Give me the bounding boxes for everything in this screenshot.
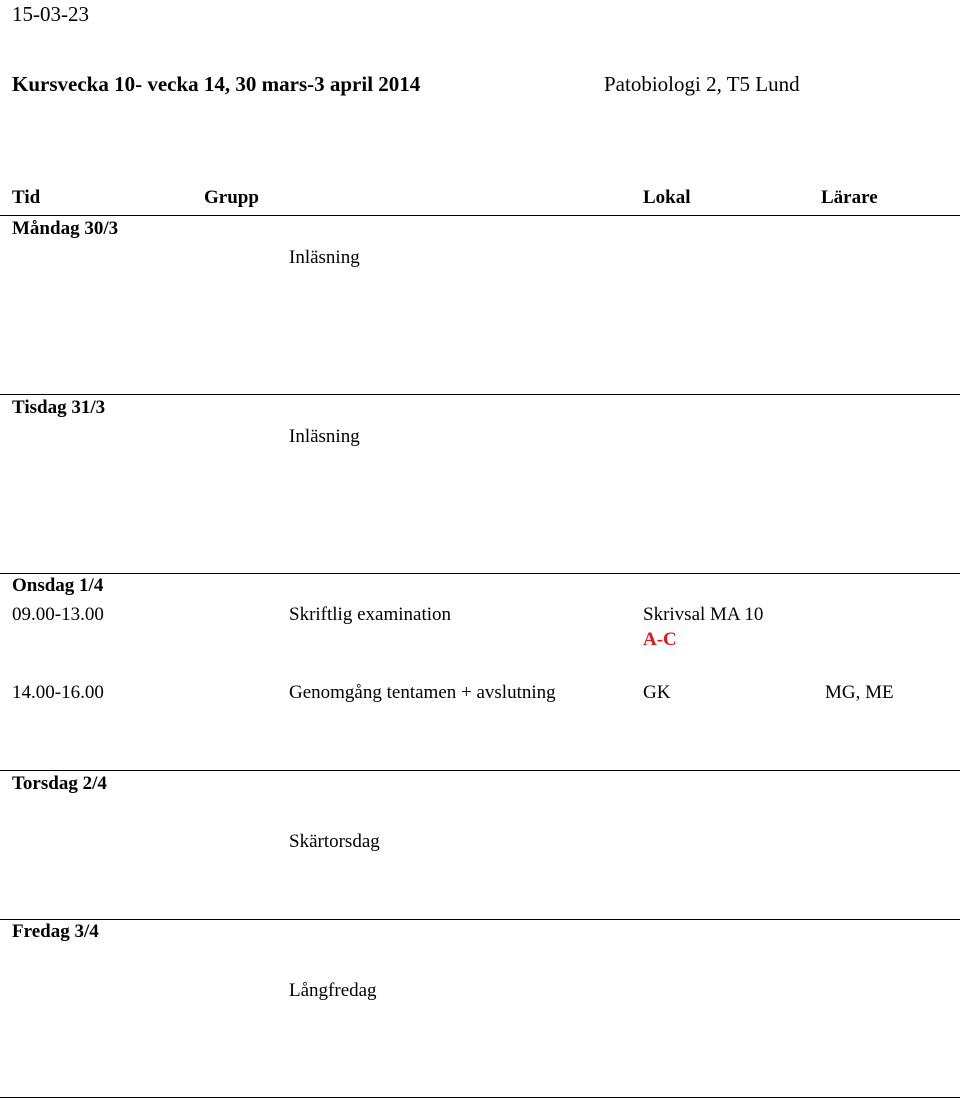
day-label-tuesday: Tisdag 31/3	[12, 397, 106, 418]
event-room-note: A-C	[643, 629, 677, 650]
column-header-larare: Lärare	[821, 187, 878, 208]
day-note-friday: Långfredag	[289, 980, 377, 1001]
day-label-wednesday: Onsdag 1/4	[12, 575, 104, 596]
column-header-lokal: Lokal	[643, 187, 691, 208]
divider	[0, 1097, 960, 1098]
day-note-thursday: Skärtorsdag	[289, 831, 380, 852]
day-label-monday: Måndag 30/3	[12, 218, 119, 239]
event-time: 14.00-16.00	[12, 682, 104, 703]
divider	[0, 919, 960, 920]
divider	[0, 770, 960, 771]
divider	[0, 573, 960, 574]
column-header-tid: Tid	[12, 187, 41, 208]
day-label-friday: Fredag 3/4	[12, 921, 99, 942]
event-time: 09.00-13.00	[12, 604, 104, 625]
divider	[0, 394, 960, 395]
course-subtitle: Patobiologi 2, T5 Lund	[604, 72, 800, 96]
divider	[0, 215, 960, 216]
event-room: GK	[643, 682, 671, 703]
event-activity: Genomgång tentamen + avslutning	[289, 682, 556, 703]
day-label-thursday: Torsdag 2/4	[12, 773, 107, 794]
document-date: 15-03-23	[12, 2, 89, 26]
page-title: Kursvecka 10- vecka 14, 30 mars-3 april 2014	[12, 72, 421, 96]
column-header-grupp: Grupp	[204, 187, 259, 208]
event-teacher: MG, ME	[825, 682, 894, 703]
day-note-tuesday: Inläsning	[289, 426, 360, 447]
event-activity: Skriftlig examination	[289, 604, 452, 625]
event-room: Skrivsal MA 10	[643, 604, 764, 625]
day-note-monday: Inläsning	[289, 247, 360, 268]
